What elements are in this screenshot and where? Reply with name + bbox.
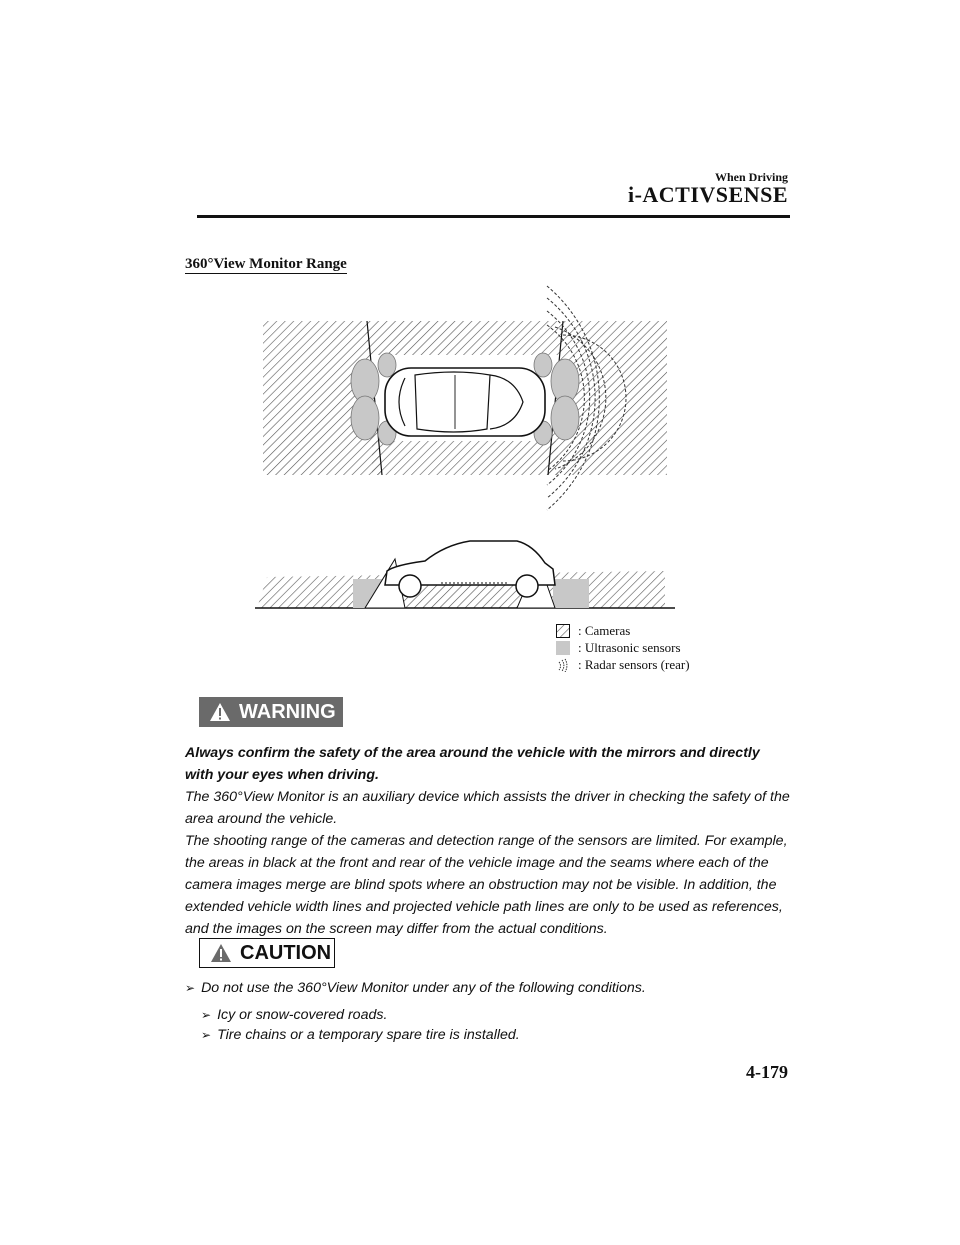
caution-triangle-icon — [210, 943, 232, 963]
monitor-range-diagram — [255, 283, 675, 613]
legend-radar — [556, 656, 690, 673]
legend-ultrasonic — [556, 639, 690, 656]
caution-sub-item — [201, 1027, 520, 1043]
warning-paragraph-2: The shooting range of the cameras and detection range of the sensors are limited. For example, the areas in black at the front and rear of the vehicle image and the seams where each of the camera images merge are blind spots where an obstruction may not be visible. In addition, the extended vehicle width lines and projected vehicle path lines are only to be used as references, and the images on the screen may differ from the actual conditions. — [185, 833, 788, 937]
top-view — [263, 286, 667, 510]
gray-swatch-icon — [556, 641, 570, 655]
bullet-arrow-icon: ➢ — [201, 1008, 212, 1022]
caution-badge — [199, 938, 335, 968]
camera-zone-bottom — [372, 441, 558, 475]
page-number: 4-179 — [746, 1062, 788, 1082]
caution-sub-text: Icy or snow-covered roads. — [217, 1007, 388, 1023]
rear-ultrasonic-zone — [553, 579, 589, 608]
caution-main-text: Do not use the 360°View Monitor under any of the following conditions. — [201, 980, 646, 996]
legend-ultrasonic-label: : Ultrasonic sensors — [578, 639, 681, 655]
bullet-arrow-icon: ➢ — [201, 1028, 212, 1042]
warning-paragraph-1: The 360°View Monitor is an auxiliary device which assists the driver in checking the safety of the area around the vehicle. — [185, 789, 790, 827]
diagram-legend — [556, 622, 690, 673]
caution-sub-item — [201, 1007, 387, 1023]
warning-label: WARNING — [239, 700, 336, 723]
section-label: When Driving — [714, 170, 788, 184]
warning-badge — [199, 697, 343, 727]
header-rule — [197, 215, 790, 218]
camera-zone-top — [367, 321, 563, 355]
radar-arc-icon — [556, 658, 570, 672]
legend-radar-label: : Radar sensors (rear) — [578, 656, 690, 672]
side-view — [255, 541, 675, 608]
hatch-swatch-icon — [556, 624, 570, 638]
warning-bold-text: Always confirm the safety of the area around the vehicle with the mirrors and directly with your eyes when driving. — [185, 745, 760, 783]
legend-cameras — [556, 622, 690, 639]
vehicle-top-view — [385, 368, 545, 436]
chapter-title: i-ACTIVSENSE — [627, 182, 788, 207]
bullet-arrow-icon: ➢ — [185, 981, 196, 995]
legend-cameras-label: : Cameras — [578, 622, 631, 638]
caution-label: CAUTION — [240, 941, 332, 964]
subsection-title: 360°View Monitor Range — [185, 256, 347, 272]
caution-sub-text: Tire chains or a temporary spare tire is installed. — [217, 1027, 520, 1043]
caution-main-item — [185, 980, 646, 996]
warning-triangle-icon — [209, 702, 231, 722]
